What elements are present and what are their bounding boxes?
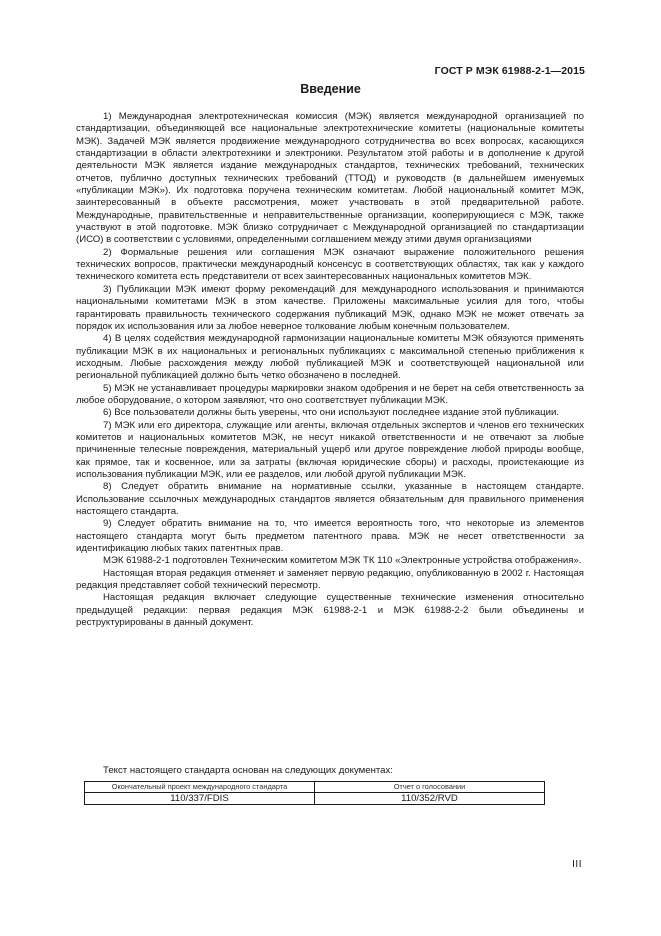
table-cell-rvd: 110/352/RVD	[315, 793, 545, 805]
paragraph-edition: Настоящая вторая редакция отменяет и заменяет первую редакцию, опубликованную в 2002 г. Настоящая редакция представляет собой технический пересмотр.	[76, 567, 584, 592]
paragraph-5: 5) МЭК не устанавливает процедуры маркировки знаком одобрения и не берет на себя ответственность за любое оборудование, о котором заявляют, что оно соответствует публикации МЭК.	[76, 382, 584, 406]
table-row	[85, 793, 545, 805]
paragraph-1: 1) Международная электротехническая комиссия (МЭК) является международной организацией по стандартизации, объединяющей все национальные электротехнические комитеты (национальные комитеты МЭК). Задачей МЭК является продвижение международного сотрудничества во всех вопросах, касающихся стандартизации в области электротехники и электроники. Результатом этой работы и в дополнение к другой деятельности МЭК является издание международных стандартов, технических требований, технических отчетов, публично доступных технических требований (ТТОД) и руководств (в дальнейшем именуемых «публикации МЭК»). Их подготовка поручена техническим комитетам. Любой национальный комитет МЭК, заинтересованный в объекте рассмотрения, может участвовать в этой предварительной работе. Международные, правительственные и неправительственные организации, кооперирующиеся с МЭК, также участвуют в этой подготовке. МЭК близко сотрудничает с Международной организацией по стандартизации (ИСО) в соответствии с условиями, определенными соглашением между этими двумя организациями	[76, 111, 584, 246]
paragraph-3: 3) Публикации МЭК имеют форму рекомендаций для международного использования и принимаются национальными комитетами МЭК в этом качестве. Приложены максимальные усилия для того, чтобы гарантировать правильность технического содержания публикаций МЭК, однако МЭК не может отвечать за порядок их использования или за любое неверное толкование любым конечным пользователем.	[76, 283, 584, 332]
paragraph-changes: Настоящая редакция включает следующие существенные технические изменения относительно предыдущей редакции: первая редакция МЭК 61988-2-1 и МЭК 61988-2-2 были объединены и реструктурированы в данный документ.	[76, 592, 584, 629]
paragraph-committee: МЭК 61988-2-1 подготовлен Техническим комитетом МЭК ТК 110 «Электронные устройства отображения».	[103, 555, 582, 567]
table-cell-fdis: 110/337/FDIS	[85, 793, 315, 805]
paragraph-6: 6) Все пользователи должны быть уверены, что они используют последнее издание этой публикации.	[103, 407, 559, 419]
table-header-fdis: Окончательный проект международного стандарта	[85, 782, 315, 793]
table-header-row	[85, 782, 545, 793]
page-number: III	[572, 859, 582, 870]
paragraph-7: 7) МЭК или его директора, служащие или агенты, включая отдельных экспертов и членов его технических комитетов и национальных комитетов МЭК, не несут никакой ответственности и не отвечают за любые причиненные телесные повреждения, материальный ущерб или другое повреждение любой природы вообще, как прямое, так и косвенное, или за затраты (включая юридические сборы) и расходы, проистекающие из использования публикации МЭК, или ее разделов, или любой другой публикации МЭК.	[76, 419, 584, 480]
paragraph-8: 8) Следует обратить внимание на нормативные ссылки, указанные в настоящем стандарте. Использование ссылочных международных стандартов является обязательным для правильного применения настоящего стандарта.	[76, 481, 584, 517]
introduction-body	[76, 111, 584, 629]
basis-section	[76, 765, 584, 777]
page-title: Введение	[300, 82, 361, 96]
table-header-rvd: Отчет о голосовании	[315, 782, 545, 793]
paragraph-4: 4) В целях содействия международной гармонизации национальные комитеты МЭК обязуются применять публикации МЭК в их национальных и региональных публикациях с максимальной степенью приближения к исходным. Любые расхождения между любой публикацией МЭК и соответствующей национальной или региональной публикацией должно быть четко обозначено в последней.	[76, 333, 584, 382]
basis-text: Текст настоящего стандарта основан на следующих документах:	[103, 765, 393, 776]
paragraph-9: 9) Следует обратить внимание на то, что имеется вероятность того, что некоторые из элементов настоящего стандарта могут быть предметом патентного права. МЭК не несет ответственности за идентификацию любых таких патентных прав.	[76, 518, 584, 555]
documents-table	[84, 781, 545, 805]
paragraph-2: 2) Формальные решения или соглашения МЭК означают выражение положительного решения технических вопросов, практически международный консенсус в соответствующих областях, так как у каждого технического комитета есть представители от всех заинтересованных национальных комитетов МЭК.	[76, 246, 584, 283]
page-header-standard-code: ГОСТ Р МЭК 61988-2-1—2015	[434, 65, 585, 77]
